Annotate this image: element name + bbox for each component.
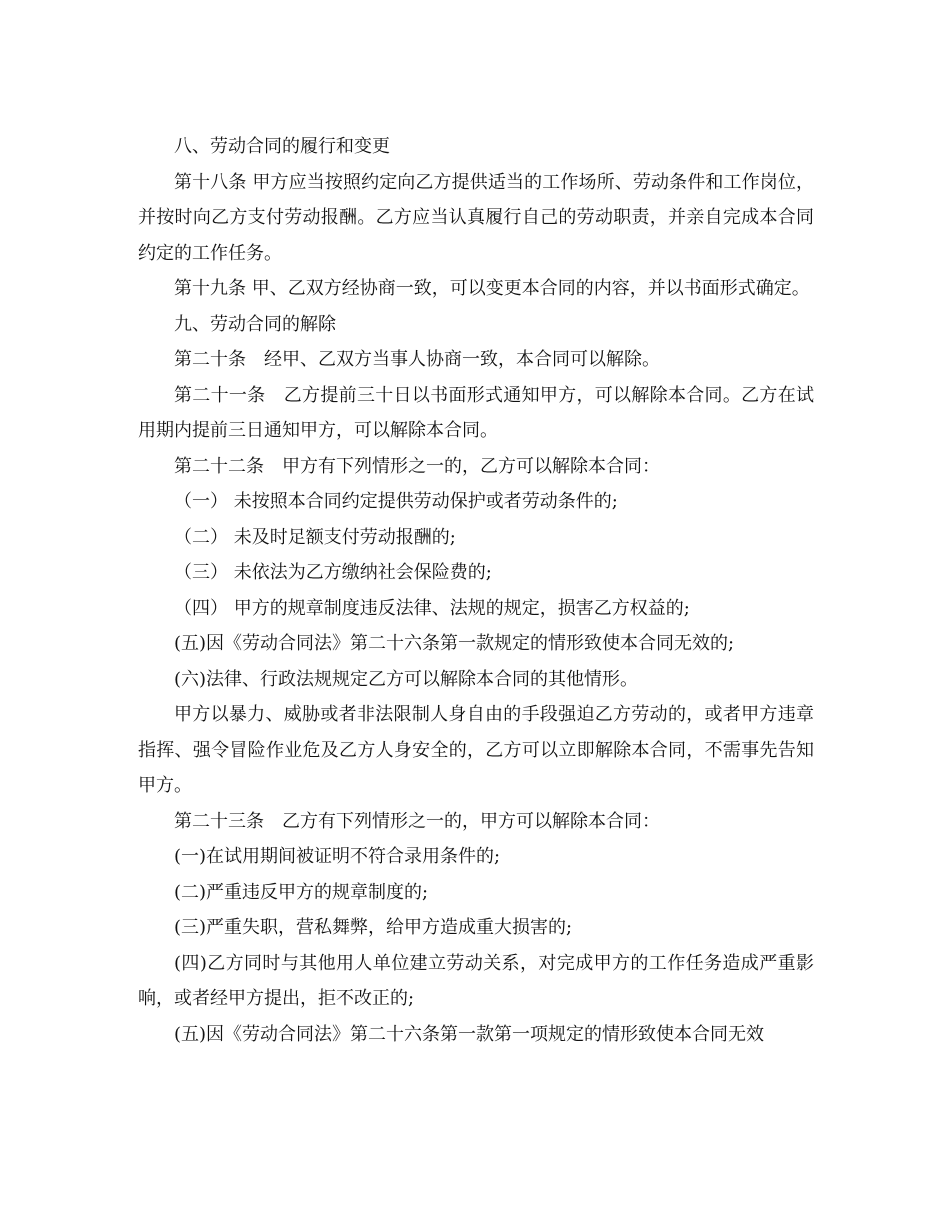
article-22-item-6: (六)法律、行政法规规定乙方可以解除本合同的其他情形。 [174, 668, 639, 690]
section-heading-8: 八、劳动合同的履行和变更 [174, 136, 390, 157]
document-body [138, 129, 814, 1052]
article-21: 第二十一条 乙方提前三十日以书面形式通知甲方，可以解除本合同。乙方在试用期内提前三日通知甲方，可以解除本合同。 [138, 384, 814, 441]
article-23-item-1: (一)在试用期间被证明不符合录用条件的; [174, 846, 501, 867]
article-22-immediate-termination: 甲方以暴力、威胁或者非法限制人身自由的手段强迫乙方劳动的，或者甲方违章指挥、强令冒险作业危及乙方人身安全的，乙方可以立即解除本合同，不需事先告知甲方。 [138, 704, 814, 796]
article-22: 第二十二条 甲方有下列情形之一的，乙方可以解除本合同： [174, 455, 660, 477]
article-22-item-1: （一） 未按照本合同约定提供劳动保护或者劳动条件的; [174, 491, 618, 512]
article-23-item-5: (五)因《劳动合同法》第二十六条第一款第一项规定的情形致使本合同无效 [174, 1023, 765, 1045]
article-23-item-4: (四)乙方同时与其他用人单位建立劳动关系，对完成甲方的工作任务造成严重影响，或者经甲方提出，拒不改正的; [138, 952, 814, 1009]
article-23-item-3: (三)严重失职，营私舞弊，给甲方造成重大损害的; [174, 917, 573, 938]
article-23-item-2: (二)严重违反甲方的规章制度的; [174, 881, 429, 903]
article-22-item-5: (五)因《劳动合同法》第二十六条第一款规定的情形致使本合同无效的; [174, 633, 735, 654]
article-23: 第二十三条 乙方有下列情形之一的，甲方可以解除本合同： [174, 810, 660, 832]
article-22-item-4: （四） 甲方的规章制度违反法律、法规的规定，损害乙方权益的; [174, 597, 690, 619]
article-22-item-2: （二） 未及时足额支付劳动报酬的; [174, 526, 456, 548]
article-19: 第十九条 甲、乙双方经协商一致，可以变更本合同的内容，并以书面形式确定。 [174, 278, 810, 299]
section-heading-9: 九、劳动合同的解除 [174, 313, 336, 335]
article-22-item-3: （三） 未依法为乙方缴纳社会保险费的; [174, 562, 492, 583]
article-18: 第十八条 甲方应当按照约定向乙方提供适当的工作场所、劳动条件和工作岗位，并按时向乙方支付劳动报酬。乙方应当认真履行自己的劳动职责，并亲自完成本合同约定的工作任务。 [138, 171, 814, 264]
article-20: 第二十条 经甲、乙双方当事人协商一致，本合同可以解除。 [174, 349, 660, 370]
